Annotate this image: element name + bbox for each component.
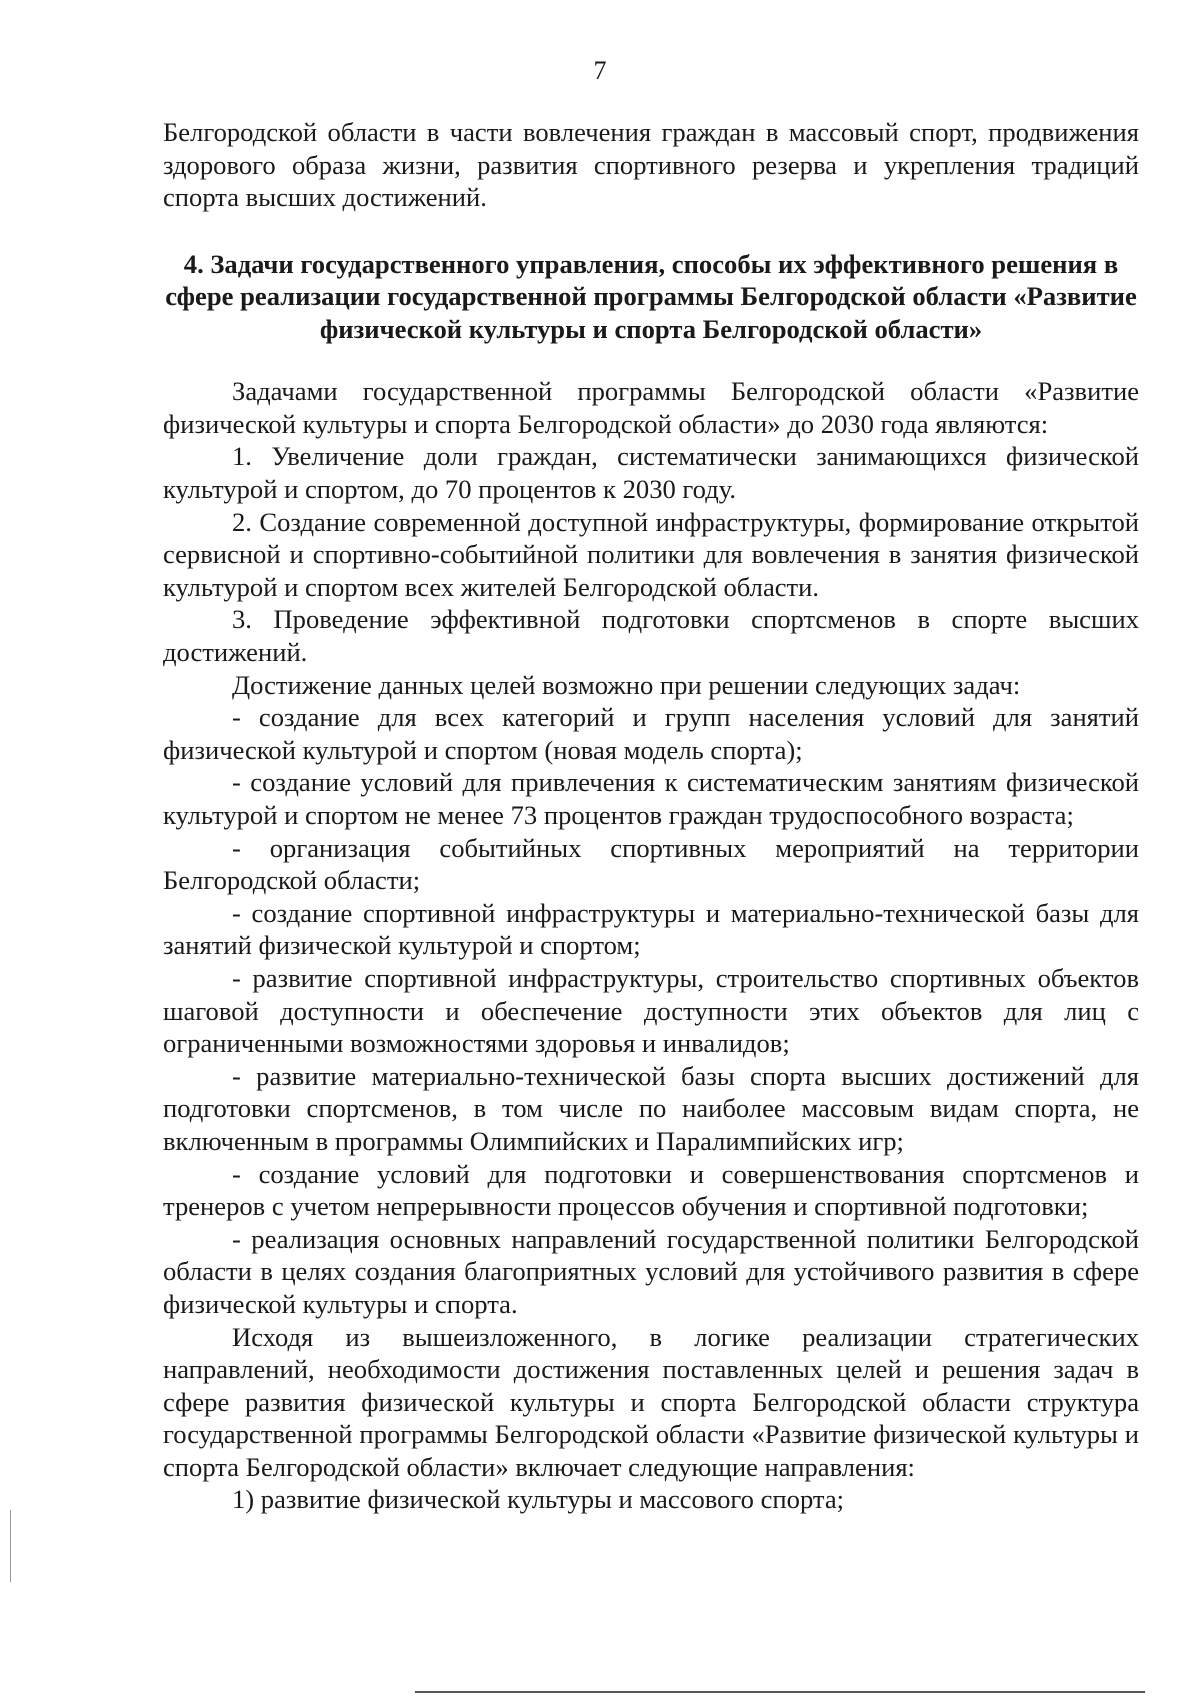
list-item: 1) развитие физической культуры и массового спорта; <box>232 1484 845 1515</box>
paragraph-tasks-intro: Задачами государственной программы Белгородской области «Развитие физической культуры и спорта Белгородской области» до 2030 года являются: <box>163 376 1139 439</box>
list-item: - создание условий для подготовки и совершенствования спортсменов и тренеров с учетом непрерывности процессов обучения и спортивной подготовки; <box>163 1158 1139 1222</box>
intro-paragraph: Белгородской области в части вовлечения граждан в массовый спорт, продвижения здорового образа жизни, развития спортивного резерва и укрепления традиций спорта высших достижений. <box>163 117 1139 213</box>
document-body <box>163 116 1139 1516</box>
paragraph-structure: Исходя из вышеизложенного, в логике реализации стратегических направлений, необходимости достижения поставленных целей и решения задач в сфере развития физической культуры и спорта Белгородской области структура государственной программы Белгородской области «Развитие физической культуры и спорта Белгородской области» включает следующие направления: <box>163 1321 1139 1482</box>
section-heading: 4. Задачи государственного управления, способы их эффективного решения в сфере реализации государственной программы Белгородской области «Развитие физической культуры и спорта Белгородской области» <box>165 248 1137 344</box>
paragraph-goal-3: 3. Проведение эффективной подготовки спортсменов в спорте высших достижений. <box>163 604 1139 668</box>
list-item: - развитие материально-технической базы спорта высших достижений для подготовки спортсменов, в том числе по наиболее массовым видам спорта, не включенным в программы Олимпийских и Паралимпийских игр; <box>163 1060 1139 1156</box>
list-item: - создание для всех категорий и групп населения условий для занятий физической культурой и спортом (новая модель спорта); <box>163 702 1139 765</box>
list-item: - организация событийных спортивных мероприятий на территории Белгородской области; <box>163 832 1139 896</box>
scan-margin-mark <box>10 1510 11 1582</box>
bottom-rule <box>415 1691 1145 1693</box>
list-item: - развитие спортивной инфраструктуры, строительство спортивных объектов шаговой доступности и обеспечение доступности этих объектов для лиц с ограниченными возможностями здоровья и инвалидов; <box>163 962 1139 1059</box>
paragraph-goal-2: 2. Создание современной доступной инфраструктуры, формирование открытой сервисной и спортивно-событийной политики для вовлечения в занятия физической культурой и спортом всех жителей Белгородской области. <box>163 506 1139 602</box>
list-item: - реализация основных направлений государственной политики Белгородской области в целях создания благоприятных условий для устойчивого развития в сфере физической культуры и спорта. <box>163 1223 1139 1319</box>
paragraph-goal-1: 1. Увеличение доли граждан, систематически занимающихся физической культурой и спортом, до 70 процентов к 2030 году. <box>163 441 1139 505</box>
list-item: - создание условий для привлечения к систематическим занятиям физической культурой и спортом не менее 73 процентов граждан трудоспособного возраста; <box>163 767 1139 830</box>
page-number: 7 <box>593 56 607 85</box>
list-item: - создание спортивной инфраструктуры и материально-технической базы для занятий физической культурой и спортом; <box>163 897 1139 961</box>
paragraph-objectives-intro: Достижение данных целей возможно при решении следующих задач: <box>232 669 1021 700</box>
